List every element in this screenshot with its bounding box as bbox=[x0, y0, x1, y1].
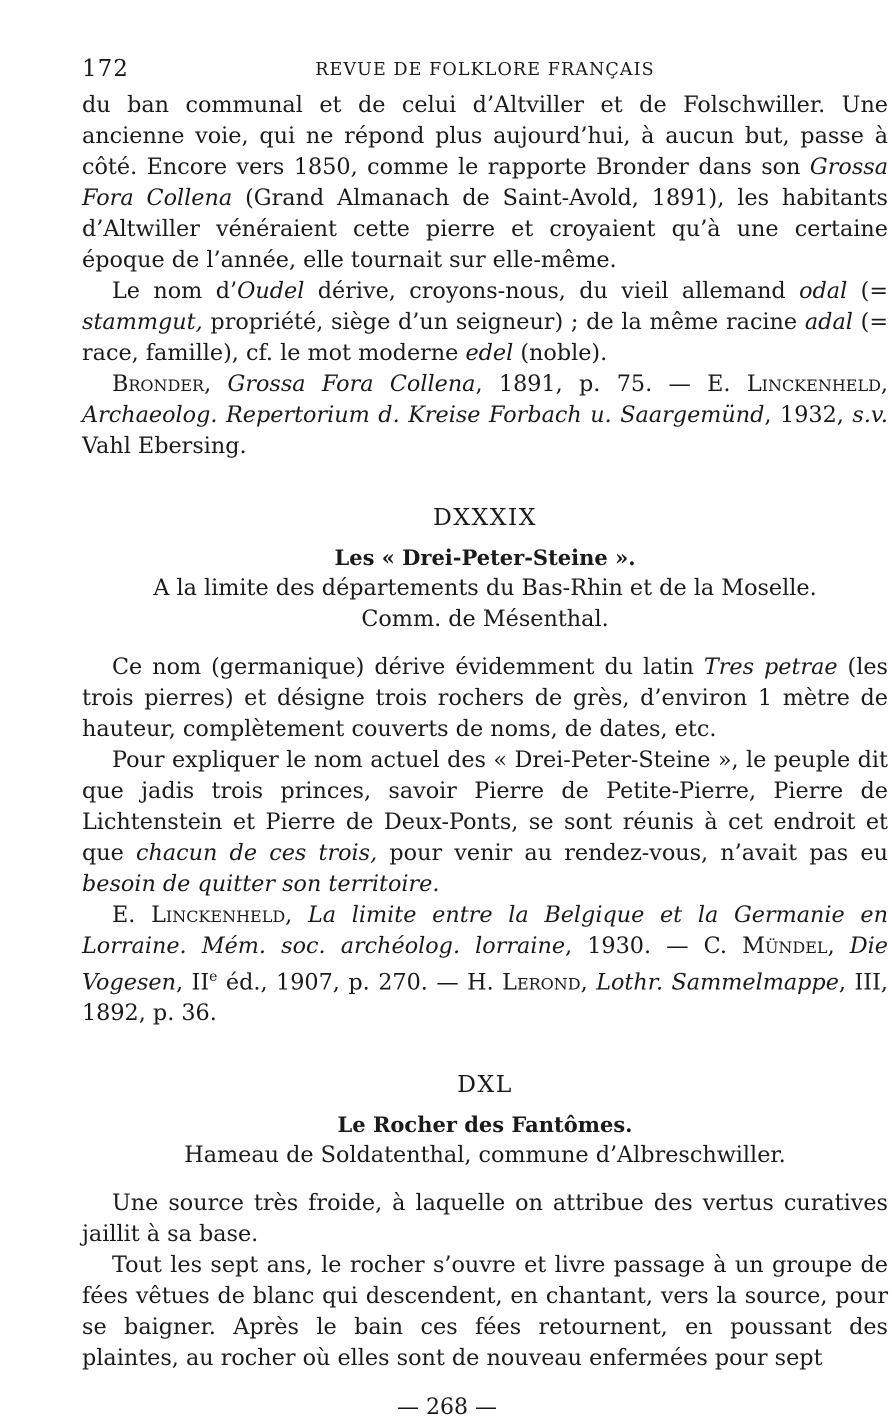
page-header bbox=[82, 52, 888, 90]
section-numeral: DXXXIX bbox=[432, 503, 538, 531]
section-commune: Comm. de Mésenthal. bbox=[361, 606, 609, 632]
section-title: Les « Drei-Peter-Steine ». bbox=[334, 545, 636, 570]
paragraph-origin: Ce nom (germanique) dérive évidemment du latin Tres petrae (les trois pierres) et désigne trois rochers de grès, d’environ 1 mètre de hauteur, complètement couverts de noms, de dates, etc. bbox=[82, 654, 888, 742]
paragraph-fairies: Tout les sept ans, le rocher s’ouvre et livre passage à un groupe de fées vêtues de blanc qui descendent, en chantant, vers la source, pour se baigner. Après le bain ces fées retournent, en poussant des plaintes, au rocher où elles sont de nouveau enfermées pour sept bbox=[82, 1252, 888, 1372]
section-location: Hameau de Soldatenthal, commune d’Albreschwiller. bbox=[184, 1142, 786, 1169]
paragraph-legend: Pour expliquer le nom actuel des « Drei-Peter-Steine », le peuple dit que jadis trois princes, savoir Pierre de Petite-Pierre, Pierre de Lichtenstein et Pierre de Deux-Ponts, se sont réunis à cet endroit et que chacun de ces trois, pour venir au rendez-vous, n’avait pas eu besoin de quitter son territoire. bbox=[82, 747, 888, 897]
section-location: A la limite des départements du Bas-Rhin et de la Moselle. bbox=[153, 575, 817, 601]
page-body bbox=[82, 52, 888, 1374]
running-title: REVUE DE FOLKLORE FRANÇAIS bbox=[315, 60, 655, 80]
paragraph-etymology: Le nom d’Oudel dérive, croyons-nous, du vieil allemand odal (= stammgut, propriété, siège d’un seigneur) ; de la même racine adal (= race, famille), cf. le mot moderne edel (noble). bbox=[82, 278, 889, 366]
reference-note: Bronder, Grossa Fora Collena, 1891, p. 75. — E. Linckenheld, Archaeolog. Repertorium d. Kreise Forbach u. Saargemünd, 1932, s.v. Vahl Ebersing. bbox=[82, 371, 888, 459]
reference-note: E. Linckenheld, La limite entre la Belgique et la Germanie en Lorraine. Mém. soc. archéolog. lorraine, 1930. — C. Mündel, Die Vogesen, IIe éd., 1907, p. 270. — H. Lerond, Lothr. Sammelmappe, III, 1892, p. 36. bbox=[82, 902, 888, 1027]
paragraph-continuation: du ban communal et de celui d’Altviller et de Folschwiller. Une ancienne voie, qui ne répond plus aujourd’hui, à aucun but, passe à côté. Encore vers 1850, comme le rapporte Bronder dans son Grossa Fora Collena (Grand Almanach de Saint-Avold, 1891), les habitants d’Altwiller vénéraient cette pierre et croyaient qu’à une certaine époque de l’année, elle tournait sur elle-même. bbox=[82, 92, 889, 273]
section-title: Le Rocher des Fantômes. bbox=[337, 1112, 633, 1138]
paragraph-spring: Une source très froide, à laquelle on attribue des vertus curatives jaillit à sa base. bbox=[82, 1190, 888, 1248]
page-footer-number: — 268 — bbox=[397, 1395, 497, 1420]
page-number: 172 bbox=[82, 56, 129, 82]
section-numeral: DXL bbox=[457, 1070, 513, 1099]
